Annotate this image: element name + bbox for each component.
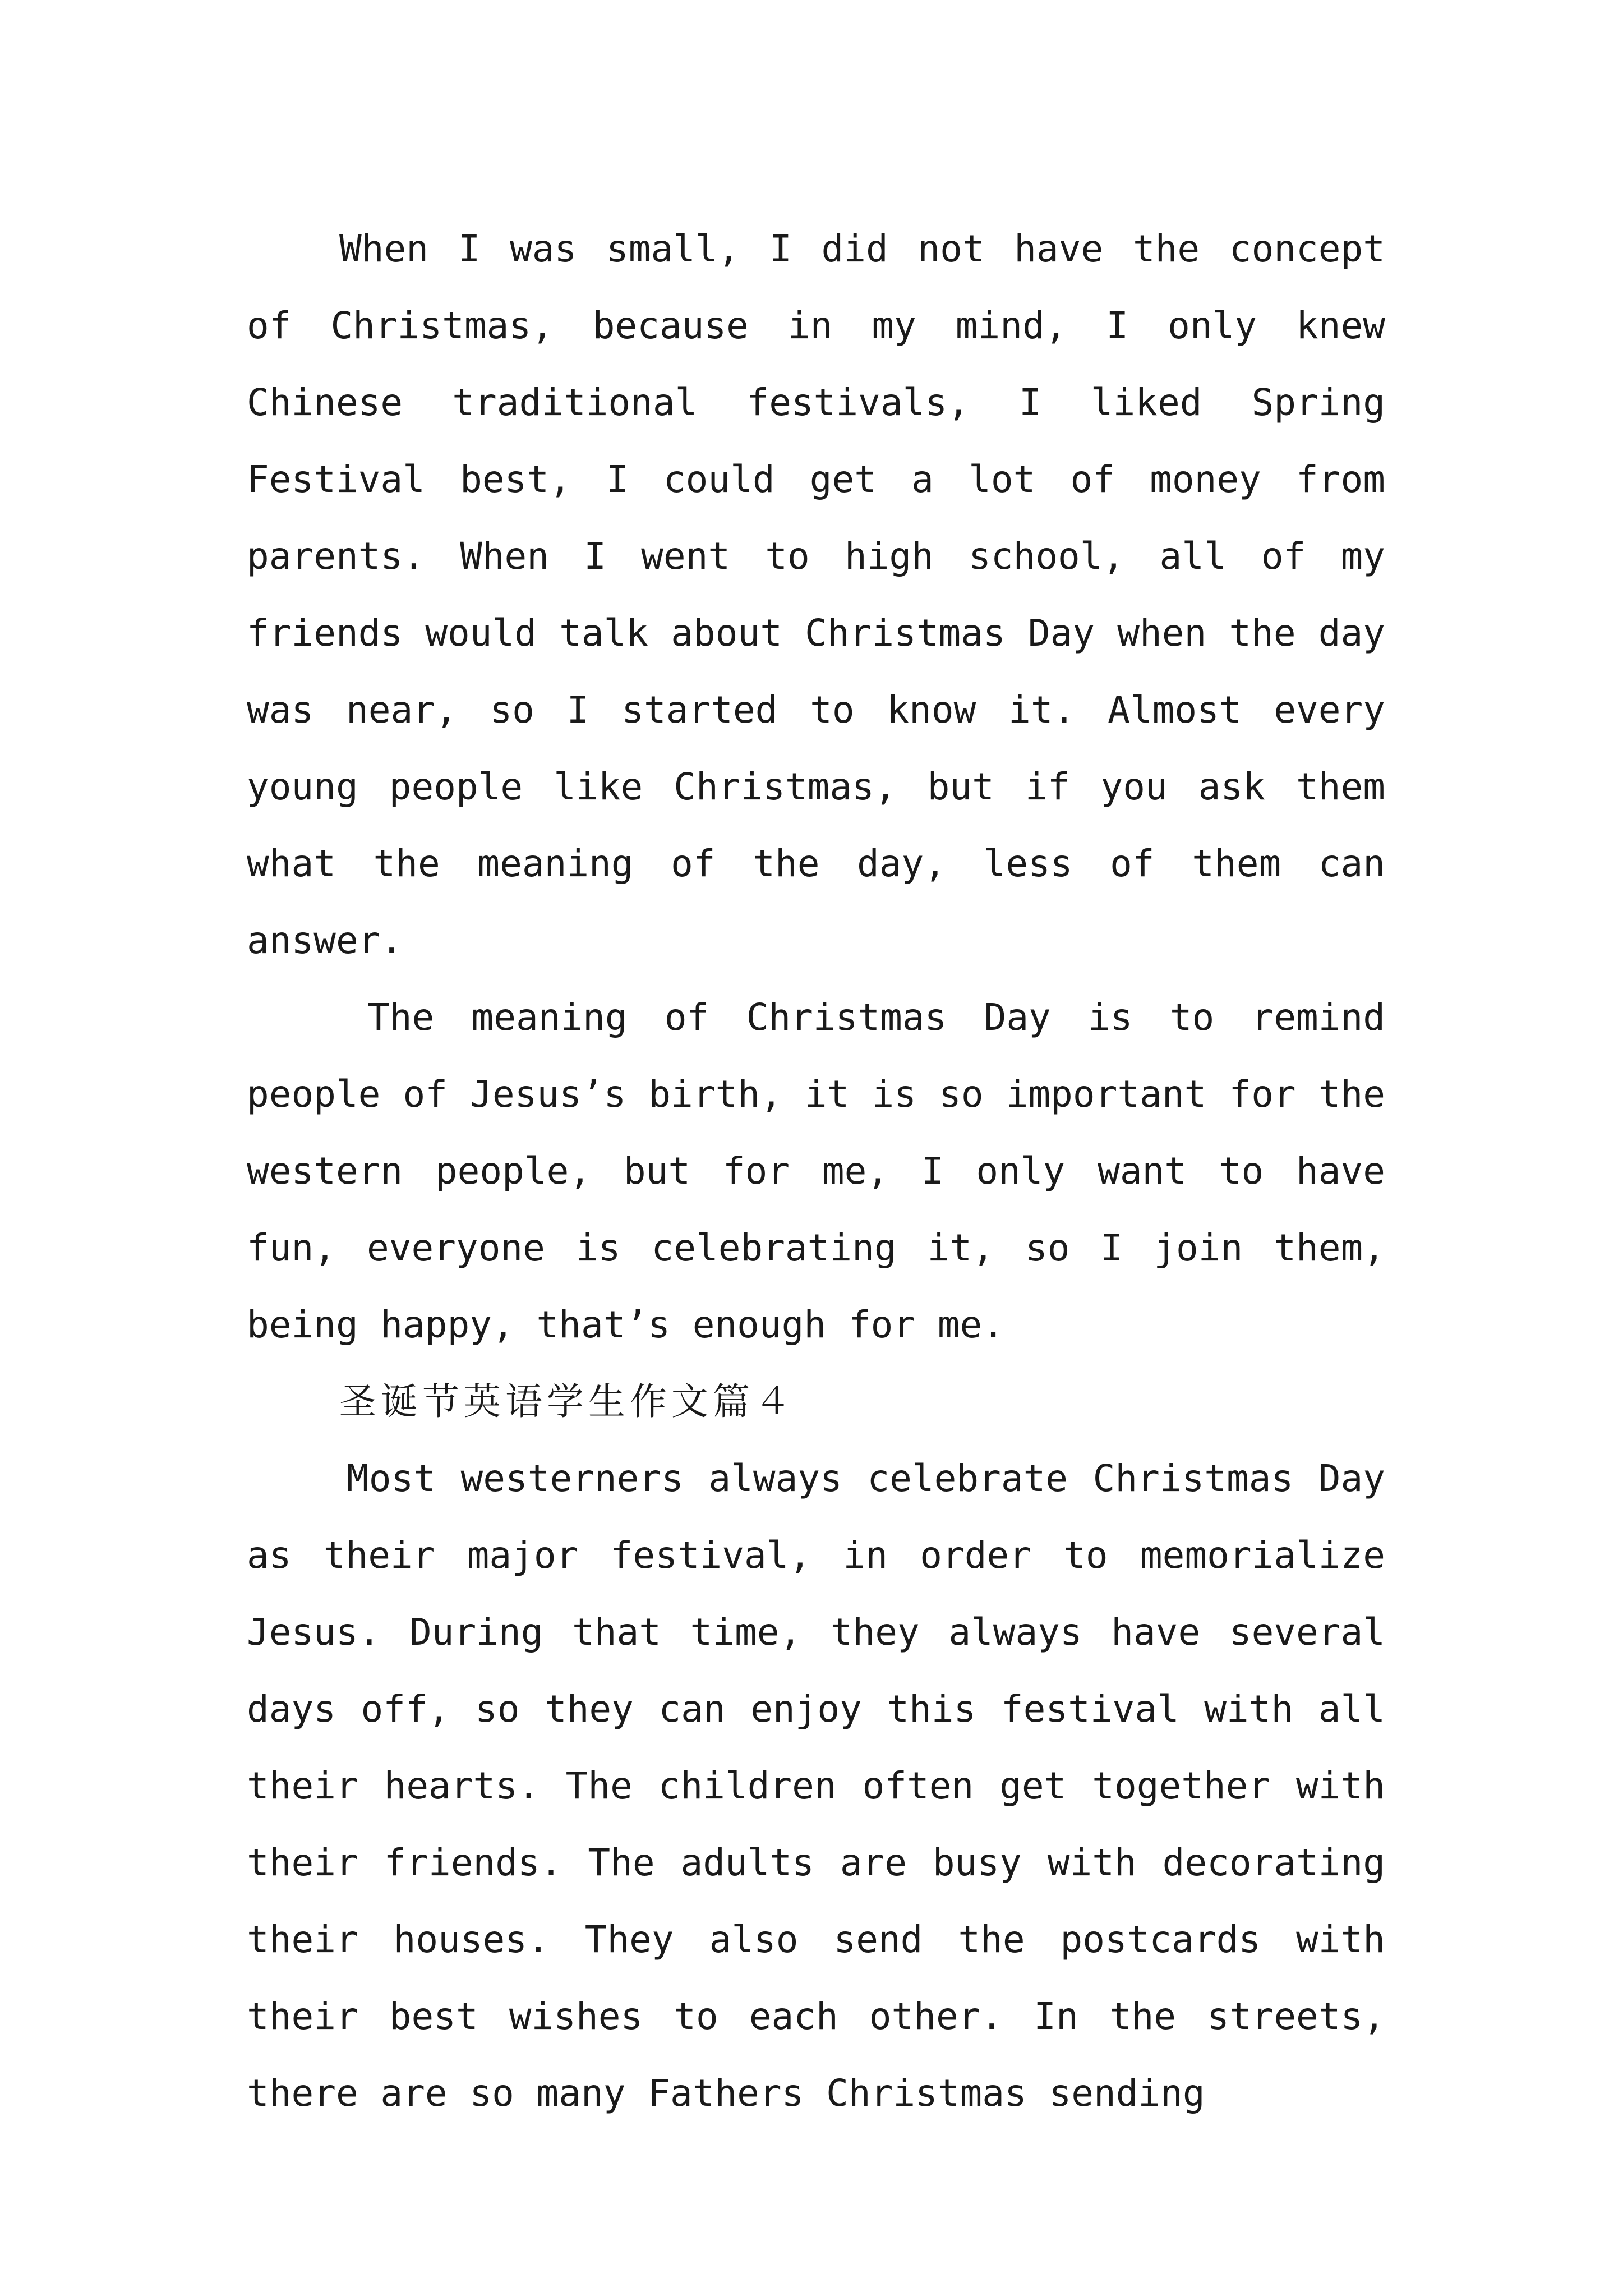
- paragraph-childhood-christmas: When I was small, I did not have the concept of Christmas, because in my mind, I only knew Chinese traditional festivals, I liked Spring Festival best, I could get a lot of money from parents. When I went to high school, all of my friends would talk about Christmas Day when the day was near, so I started to know it. Almost every young people like Christmas, but if you ask them what the meaning of the day, less of them can answer.: [247, 227, 1385, 962]
- document-body: [247, 210, 1385, 2132]
- section-heading: 圣诞节英语学生作文篇４: [339, 1380, 796, 1423]
- paragraph-westerners-celebrate: Most westerners always celebrate Christmas Day as their major festival, in order to memorialize Jesus. During that time, they always have several days off, so they can enjoy this festival with all their hearts. The children often get together with their friends. The adults are busy with decorating their houses. They also send the postcards with their best wishes to each other. In the streets, there are so many Fathers Christmas sending: [247, 1457, 1385, 2115]
- paragraph-meaning-of-christmas: The meaning of Christmas Day is to remind people of Jesus’s birth, it is so important for the western people, but for me, I only want to have fun, everyone is celebrating it, so I join them, being happy, that’s enough for me.: [247, 996, 1385, 1346]
